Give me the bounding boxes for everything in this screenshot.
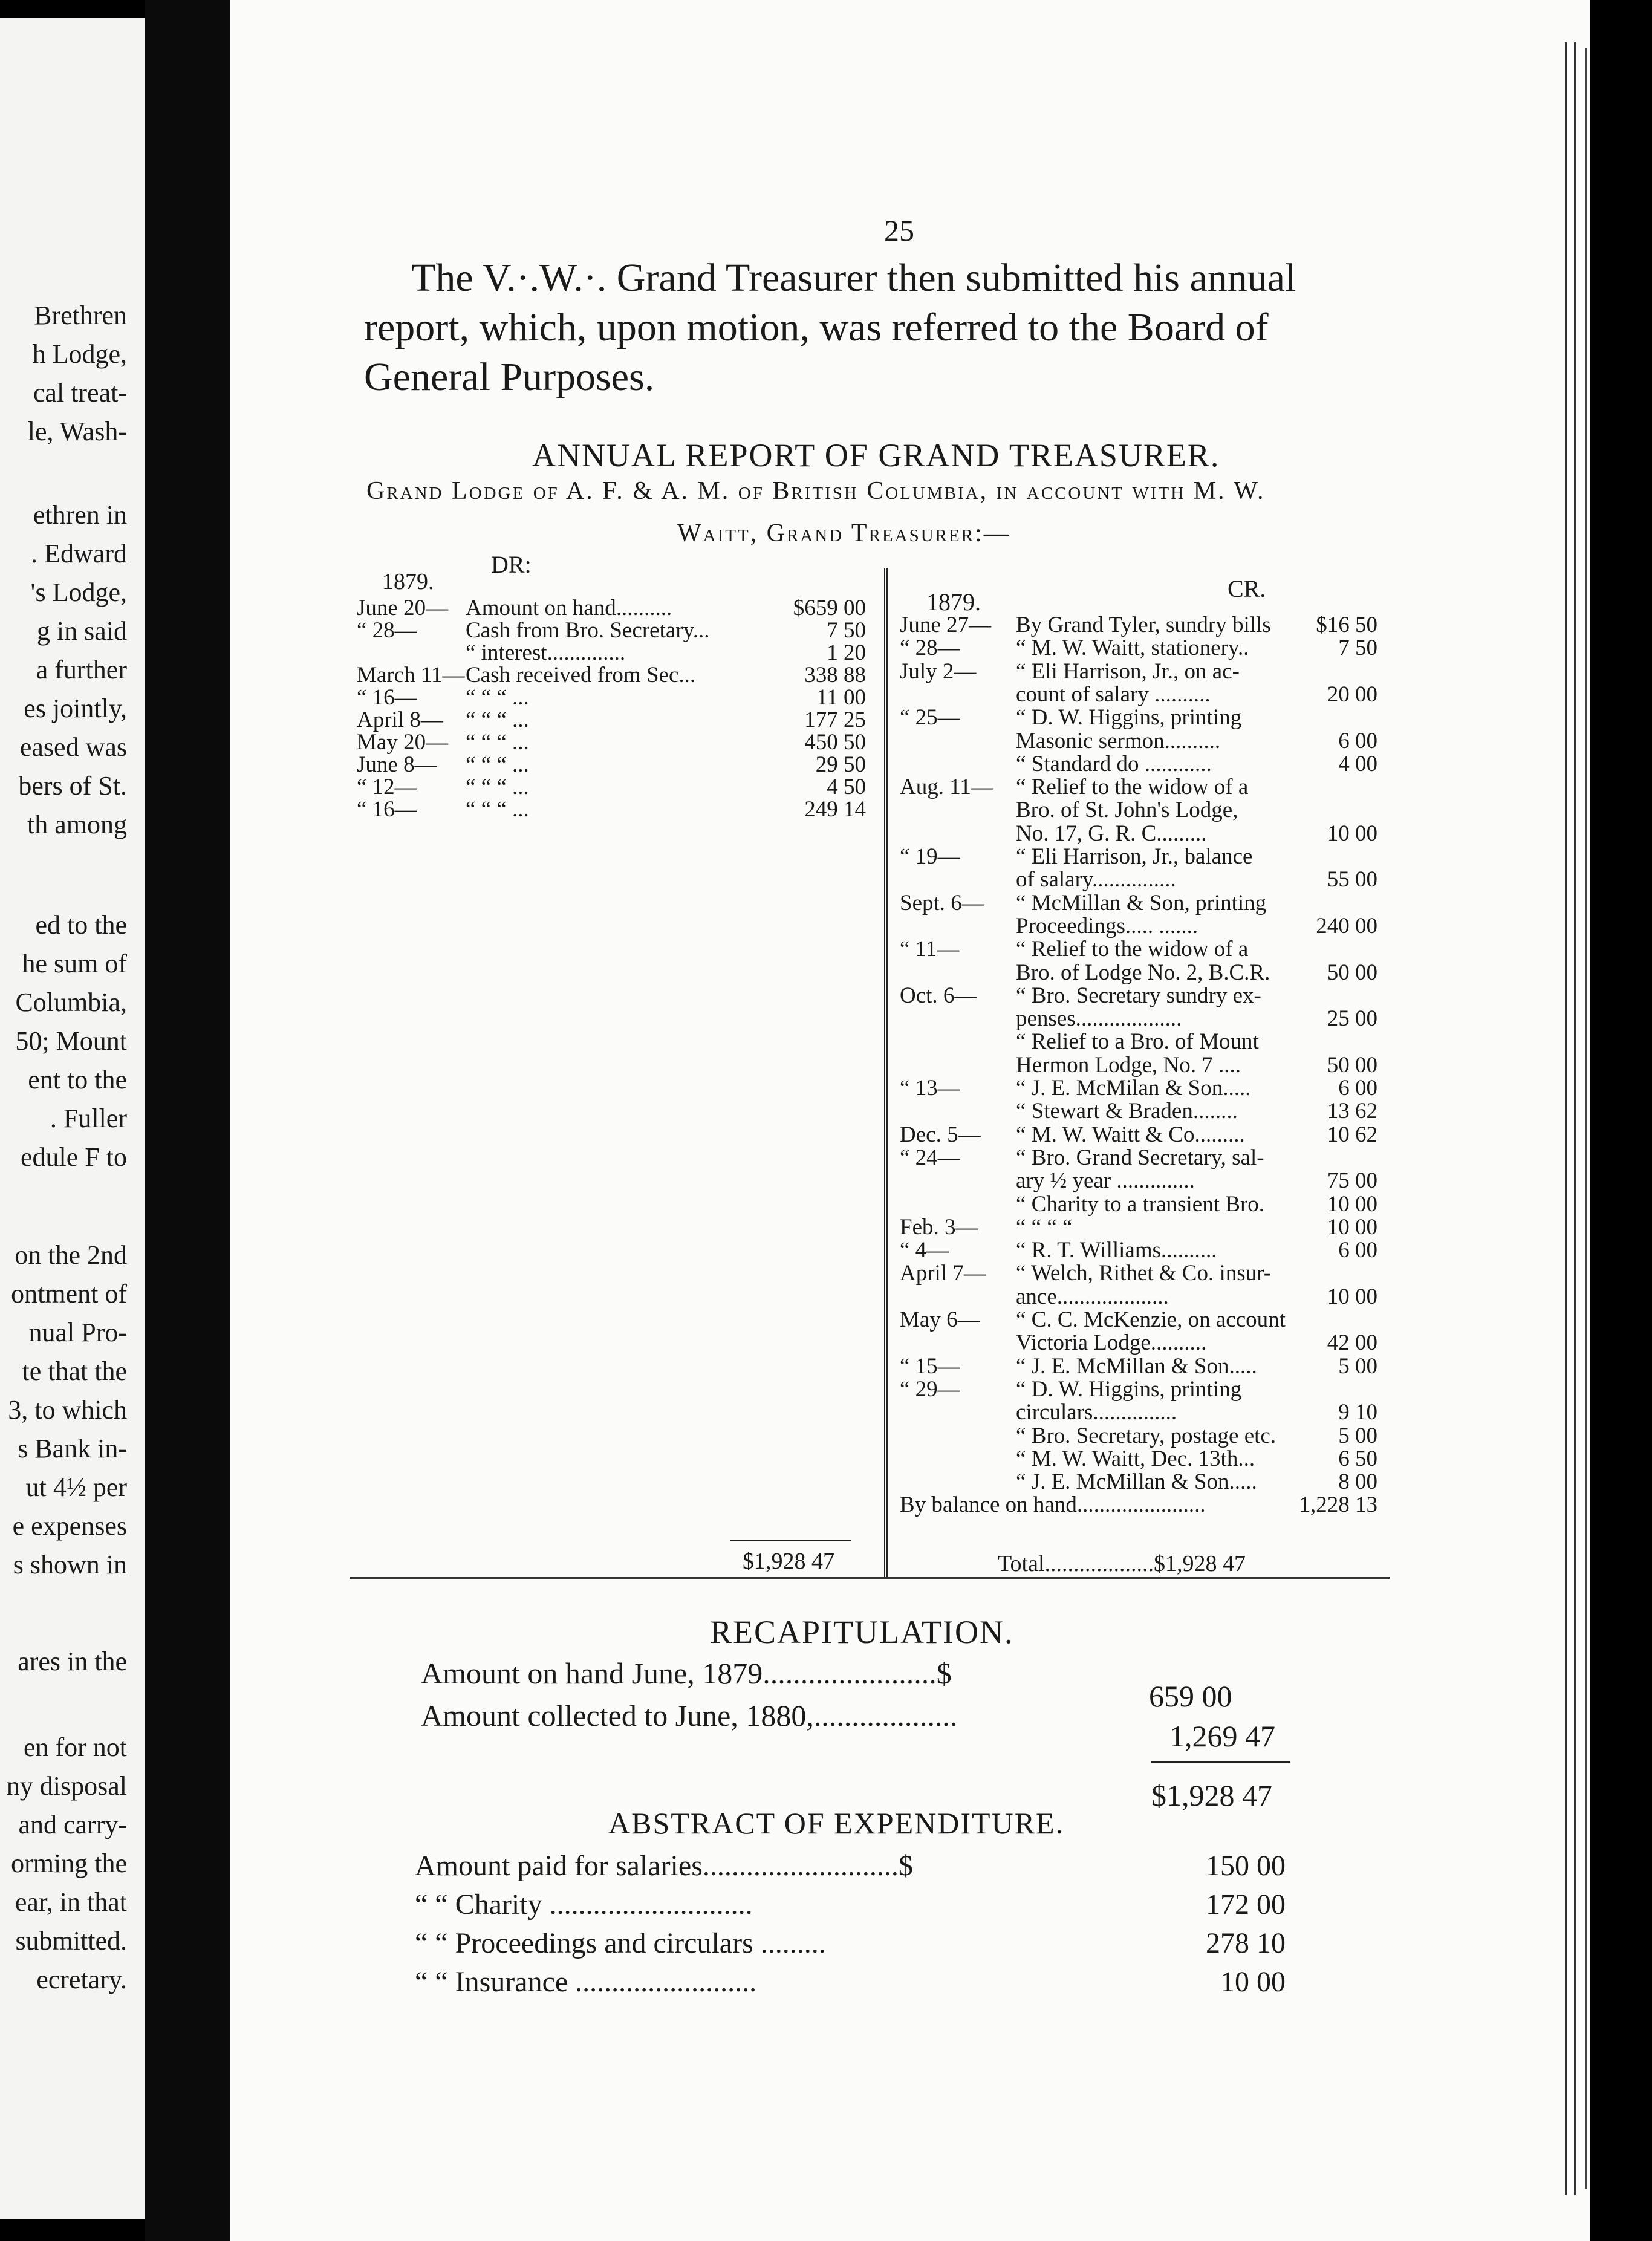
credit-description: “ Welch, Rithet & Co. insur- bbox=[1016, 1261, 1272, 1286]
debit-date: March 11— bbox=[357, 663, 465, 688]
credit-row bbox=[900, 1052, 1377, 1078]
debit-row bbox=[357, 799, 866, 821]
debit-date: “ 16— bbox=[357, 797, 417, 822]
credit-description: “ J. E. McMillan & Son..... bbox=[1016, 1353, 1257, 1379]
abstract-amount: 172 00 bbox=[1206, 1888, 1286, 1921]
credit-row bbox=[900, 1448, 1377, 1470]
credit-description: No. 17, G. R. C......... bbox=[1016, 821, 1207, 846]
credit-description: Bro. of St. John's Lodge, bbox=[1016, 798, 1238, 823]
credit-description: Bro. of Lodge No. 2, B.C.R. bbox=[1016, 960, 1270, 985]
credit-total: Total...................$1,928 47 bbox=[998, 1551, 1246, 1576]
credit-row bbox=[900, 1309, 1377, 1331]
credit-description: “ J. E. McMilan & Son..... bbox=[1016, 1076, 1251, 1101]
credit-description: “ Stewart & Braden........ bbox=[1016, 1099, 1238, 1124]
credit-date: “ 29— bbox=[900, 1376, 960, 1402]
credit-row bbox=[900, 913, 1377, 938]
abstract-row bbox=[415, 1849, 1286, 1885]
debit-row bbox=[357, 597, 866, 619]
debit-description: “ “ “ ... bbox=[466, 707, 529, 732]
credit-date: May 6— bbox=[900, 1307, 980, 1332]
credit-amount: 1,228 13 bbox=[1299, 1492, 1377, 1518]
credit-amount: 5 00 bbox=[1338, 1353, 1377, 1379]
credit-description: penses................... bbox=[1016, 1006, 1182, 1032]
report-subheading: Waitt, Grand Treasurer:— bbox=[677, 519, 1011, 547]
credit-row bbox=[900, 637, 1377, 659]
left-page-line: cal treat- bbox=[33, 378, 127, 408]
abstract-heading: ABSTRACT OF EXPENDITURE. bbox=[608, 1806, 1065, 1840]
credit-row bbox=[900, 1214, 1377, 1240]
credit-amount: 13 62 bbox=[1327, 1099, 1377, 1124]
credit-row bbox=[900, 938, 1377, 960]
credit-row bbox=[900, 1353, 1377, 1379]
ledger-bottom-rule bbox=[350, 1577, 1390, 1579]
left-page-line: te that the bbox=[22, 1356, 127, 1386]
credit-description: “ Eli Harrison, Jr., on ac- bbox=[1016, 659, 1240, 684]
credit-row bbox=[900, 1008, 1377, 1030]
abstract-label: “ “ Charity ............................ bbox=[415, 1888, 753, 1921]
debit-row bbox=[357, 642, 866, 664]
credit-date: “ 19— bbox=[900, 844, 960, 869]
credit-description: of salary............... bbox=[1016, 867, 1176, 893]
credit-row bbox=[900, 962, 1377, 984]
credit-date: Sept. 6— bbox=[900, 890, 984, 916]
debit-description: “ “ “ ... bbox=[466, 730, 529, 755]
credit-description: Masonic sermon.......... bbox=[1016, 728, 1221, 753]
left-page-line: . Fuller bbox=[50, 1104, 127, 1133]
debit-label: DR: bbox=[491, 551, 532, 578]
credit-row bbox=[900, 1263, 1377, 1284]
left-page-line: en for not bbox=[23, 1732, 127, 1762]
left-page-line: Columbia, bbox=[15, 987, 127, 1017]
abstract-amount: 278 10 bbox=[1206, 1927, 1286, 1959]
credit-amount: 55 00 bbox=[1327, 867, 1377, 893]
debit-description: “ “ “ ... bbox=[466, 797, 529, 822]
credit-description: “ M. W. Waitt, stationery.. bbox=[1016, 636, 1249, 661]
left-page-line: Brethren bbox=[34, 301, 127, 330]
left-page-line: s shown in bbox=[13, 1550, 127, 1579]
recap-line: Amount on hand June, 1879.......................$ bbox=[421, 1656, 952, 1690]
left-page-line: 's Lodge, bbox=[30, 577, 127, 607]
left-page-line: orming the bbox=[11, 1849, 127, 1878]
credit-row bbox=[900, 1101, 1377, 1122]
credit-row bbox=[900, 1425, 1377, 1447]
page-number: 25 bbox=[884, 213, 914, 247]
recap-amount: 1,269 47 bbox=[1169, 1719, 1275, 1753]
abstract-label: Amount paid for salaries...........................$ bbox=[415, 1850, 913, 1882]
debit-description: “ interest.............. bbox=[466, 640, 626, 665]
credit-amount: 7 50 bbox=[1338, 636, 1377, 661]
debit-amount: 249 14 bbox=[804, 797, 866, 822]
left-page-line: s Bank in- bbox=[18, 1434, 127, 1463]
credit-amount: 6 00 bbox=[1338, 1076, 1377, 1101]
credit-date: Aug. 11— bbox=[900, 775, 993, 800]
debit-amount: 450 50 bbox=[804, 730, 866, 755]
left-page-line: . Edward bbox=[31, 539, 127, 568]
credit-row bbox=[900, 1124, 1377, 1146]
credit-row bbox=[900, 869, 1377, 891]
credit-description: “ “ “ “ bbox=[1016, 1214, 1073, 1240]
credit-description: “ Relief to a Bro. of Mount bbox=[1016, 1029, 1259, 1055]
debit-date: April 8— bbox=[357, 707, 443, 732]
credit-amount: 6 00 bbox=[1338, 1238, 1377, 1263]
credit-amount: 4 00 bbox=[1338, 751, 1377, 776]
debit-row bbox=[357, 665, 866, 686]
credit-description: “ J. E. McMillan & Son..... bbox=[1016, 1469, 1257, 1495]
credit-amount: 5 00 bbox=[1338, 1423, 1377, 1448]
credit-date: “ 15— bbox=[900, 1353, 960, 1379]
credit-amount: 42 00 bbox=[1327, 1330, 1377, 1356]
credit-row bbox=[900, 730, 1377, 752]
intro-line: report, which, upon motion, was referred to the Board of bbox=[364, 305, 1269, 350]
credit-description: count of salary .......... bbox=[1016, 681, 1211, 707]
debit-description: “ “ “ ... bbox=[466, 685, 529, 710]
credit-date: “ 24— bbox=[900, 1145, 960, 1170]
left-facing-page bbox=[0, 18, 145, 2219]
credit-description: “ Charity to a transient Bro. bbox=[1016, 1191, 1265, 1217]
credit-row bbox=[900, 1240, 1377, 1261]
left-page-line: eased was bbox=[19, 732, 127, 762]
credit-description: ance.................... bbox=[1016, 1284, 1169, 1309]
credit-description: “ McMillan & Son, printing bbox=[1016, 890, 1267, 916]
left-page-line: es jointly, bbox=[24, 694, 127, 723]
debit-row bbox=[357, 687, 866, 709]
debit-date: “ 12— bbox=[357, 775, 417, 799]
credit-year: 1879. bbox=[926, 588, 981, 616]
credit-amount: 10 62 bbox=[1327, 1122, 1377, 1147]
debit-date: May 20— bbox=[357, 730, 449, 755]
report-subheading: Grand Lodge of A. F. & A. M. of British Columbia, in account with M. W. bbox=[366, 477, 1266, 505]
recap-rule bbox=[1151, 1761, 1290, 1763]
left-page-line: 3, to which bbox=[8, 1395, 127, 1425]
credit-row bbox=[900, 1376, 1377, 1402]
credit-description: Hermon Lodge, No. 7 .... bbox=[1016, 1052, 1241, 1078]
credit-row bbox=[900, 1170, 1377, 1192]
credit-amount: 10 00 bbox=[1327, 1284, 1377, 1309]
credit-date: June 27— bbox=[900, 613, 992, 637]
report-heading: ANNUAL REPORT OF GRAND TREASURER. bbox=[532, 437, 1220, 473]
credit-date: “ 13— bbox=[900, 1076, 960, 1101]
page-edge bbox=[1579, 48, 1587, 2189]
credit-row bbox=[900, 823, 1377, 845]
credit-amount: $16 50 bbox=[1316, 613, 1377, 637]
debit-amount: 177 25 bbox=[804, 707, 866, 732]
credit-description: ary ½ year .............. bbox=[1016, 1168, 1195, 1194]
credit-description: “ M. W. Waitt, Dec. 13th... bbox=[1016, 1446, 1255, 1471]
left-page-line: h Lodge, bbox=[32, 339, 127, 369]
credit-date: Dec. 5— bbox=[900, 1122, 981, 1147]
debit-row bbox=[357, 620, 866, 642]
credit-row bbox=[900, 799, 1377, 821]
credit-amount: 6 50 bbox=[1338, 1446, 1377, 1471]
credit-row bbox=[900, 890, 1377, 916]
debit-description: Amount on hand.......... bbox=[466, 596, 672, 620]
credit-amount: 10 00 bbox=[1327, 821, 1377, 846]
abstract-label: “ “ Proceedings and circulars ......... bbox=[415, 1927, 826, 1959]
credit-row bbox=[900, 681, 1377, 707]
left-page-line: g in said bbox=[36, 616, 127, 646]
credit-date: Feb. 3— bbox=[900, 1214, 978, 1240]
credit-description: “ Bro. Grand Secretary, sal- bbox=[1016, 1145, 1264, 1170]
credit-row bbox=[900, 753, 1377, 775]
credit-description: “ Relief to the widow of a bbox=[1016, 937, 1249, 962]
credit-description: “ Bro. Secretary sundry ex- bbox=[1016, 983, 1261, 1008]
credit-date: Oct. 6— bbox=[900, 983, 977, 1008]
debit-amount: 29 50 bbox=[815, 752, 866, 777]
debit-row bbox=[357, 754, 866, 776]
left-page-line: and carry- bbox=[18, 1810, 127, 1839]
credit-date: “ 4— bbox=[900, 1238, 949, 1263]
credit-row bbox=[900, 1286, 1377, 1308]
debit-date: June 8— bbox=[357, 752, 437, 777]
debit-amount: 1 20 bbox=[827, 640, 866, 665]
credit-amount: 240 00 bbox=[1316, 913, 1377, 938]
left-page-line: 50; Mount bbox=[15, 1026, 127, 1056]
credit-description: “ Bro. Secretary, postage etc. bbox=[1016, 1423, 1276, 1448]
credit-amount: 25 00 bbox=[1327, 1006, 1377, 1032]
credit-row bbox=[900, 846, 1377, 868]
left-page-line: ecretary. bbox=[36, 1965, 127, 1994]
debit-amount: $659 00 bbox=[793, 596, 866, 620]
credit-date: July 2— bbox=[900, 659, 977, 684]
debit-description: “ “ “ ... bbox=[466, 775, 529, 799]
left-page-line: ent to the bbox=[28, 1065, 127, 1094]
left-page-line: ear, in that bbox=[15, 1887, 127, 1917]
credit-description: “ Eli Harrison, Jr., balance bbox=[1016, 844, 1253, 869]
debit-row bbox=[357, 732, 866, 753]
credit-row bbox=[900, 1147, 1377, 1169]
abstract-amount: 10 00 bbox=[1220, 1966, 1286, 1998]
credit-description: Proceedings..... ....... bbox=[1016, 913, 1198, 938]
credit-row bbox=[900, 614, 1377, 636]
abstract-row bbox=[415, 1965, 1286, 2002]
credit-row bbox=[900, 1471, 1377, 1493]
credit-amount: 75 00 bbox=[1327, 1168, 1377, 1194]
credit-amount: 50 00 bbox=[1327, 960, 1377, 985]
credit-row bbox=[900, 707, 1377, 729]
credit-row bbox=[900, 1332, 1377, 1354]
abstract-amount: 150 00 bbox=[1206, 1850, 1286, 1882]
debit-amount: 338 88 bbox=[804, 663, 866, 688]
left-page-line: le, Wash- bbox=[27, 417, 127, 446]
credit-description: By Grand Tyler, sundry bills bbox=[1016, 613, 1271, 637]
left-page-line: ut 4½ per bbox=[25, 1472, 127, 1502]
credit-row bbox=[900, 661, 1377, 683]
credit-amount: 6 00 bbox=[1338, 728, 1377, 753]
book-gutter bbox=[145, 0, 230, 2241]
credit-date: “ 28— bbox=[900, 636, 960, 661]
credit-row bbox=[900, 1494, 1377, 1516]
abstract-label: “ “ Insurance ......................... bbox=[415, 1966, 757, 1998]
credit-row bbox=[900, 1078, 1377, 1099]
debit-amount: 7 50 bbox=[827, 618, 866, 643]
credit-description: Victoria Lodge.......... bbox=[1016, 1330, 1207, 1356]
debit-description: “ “ “ ... bbox=[466, 752, 529, 777]
left-page-line: th among bbox=[27, 810, 127, 839]
debit-year: 1879. bbox=[382, 569, 434, 594]
left-page-line: e expenses bbox=[12, 1511, 127, 1541]
recap-line: Amount collected to June, 1880,................... bbox=[421, 1699, 958, 1732]
credit-row bbox=[900, 1031, 1377, 1053]
ledger-divider bbox=[884, 568, 888, 1578]
credit-amount: 20 00 bbox=[1327, 681, 1377, 707]
debit-total: $1,928 47 bbox=[743, 1549, 834, 1574]
debit-description: Cash received from Sec... bbox=[466, 663, 696, 688]
credit-amount: 10 00 bbox=[1327, 1214, 1377, 1240]
credit-description: “ D. W. Higgins, printing bbox=[1016, 1376, 1242, 1402]
debit-date: “ 28— bbox=[357, 618, 417, 643]
credit-amount: 8 00 bbox=[1338, 1469, 1377, 1495]
credit-description: “ M. W. Waitt & Co......... bbox=[1016, 1122, 1245, 1147]
left-page-line: submitted. bbox=[15, 1926, 127, 1956]
credit-label: CR. bbox=[1228, 575, 1266, 602]
credit-amount: 10 00 bbox=[1327, 1191, 1377, 1217]
page-edge bbox=[1565, 42, 1576, 2195]
recapitulation-heading: RECAPITULATION. bbox=[710, 1614, 1014, 1650]
credit-amount: 9 10 bbox=[1338, 1400, 1377, 1425]
left-page-line: ares in the bbox=[18, 1647, 127, 1676]
left-page-line: on the 2nd bbox=[15, 1240, 127, 1270]
intro-line: General Purposes. bbox=[364, 355, 655, 399]
credit-date: “ 25— bbox=[900, 705, 960, 730]
abstract-row bbox=[415, 1888, 1286, 1924]
credit-date: April 7— bbox=[900, 1261, 986, 1286]
recap-amount: 659 00 bbox=[1149, 1679, 1232, 1713]
credit-row bbox=[900, 776, 1377, 798]
debit-date: “ 16— bbox=[357, 685, 417, 710]
credit-row bbox=[900, 985, 1377, 1007]
left-page-line: bers of St. bbox=[18, 771, 127, 801]
left-page-line: ed to the bbox=[35, 910, 127, 940]
credit-description: “ Relief to the widow of a bbox=[1016, 775, 1249, 800]
left-page-line: a further bbox=[36, 655, 127, 685]
debit-amount: 11 00 bbox=[816, 685, 866, 710]
left-page-line: ontment of bbox=[11, 1279, 127, 1309]
credit-date: By balance on hand....................... bbox=[900, 1492, 1206, 1518]
background bbox=[1590, 0, 1652, 2241]
credit-description: “ D. W. Higgins, printing bbox=[1016, 705, 1242, 730]
debit-amount: 4 50 bbox=[827, 775, 866, 799]
abstract-row bbox=[415, 1927, 1286, 1963]
credit-description: “ Standard do ............ bbox=[1016, 751, 1212, 776]
debit-description: Cash from Bro. Secretary... bbox=[466, 618, 710, 643]
credit-row bbox=[900, 1191, 1377, 1217]
left-page-line: ethren in bbox=[33, 500, 127, 530]
left-page-line: edule F to bbox=[21, 1142, 127, 1172]
left-page-line: he sum of bbox=[22, 949, 127, 978]
credit-description: “ R. T. Williams.......... bbox=[1016, 1238, 1217, 1263]
debit-row bbox=[357, 776, 866, 798]
credit-description: circulars............... bbox=[1016, 1400, 1177, 1425]
credit-row bbox=[900, 1402, 1377, 1423]
recap-total: $1,928 47 bbox=[1151, 1778, 1272, 1812]
debit-date: June 20— bbox=[357, 596, 449, 620]
credit-description: “ C. C. McKenzie, on account bbox=[1016, 1307, 1286, 1332]
left-page-line: ny disposal bbox=[6, 1771, 127, 1801]
debit-row bbox=[357, 709, 866, 731]
left-page-line: nual Pro- bbox=[28, 1318, 127, 1347]
intro-line: The V.·.W.·. Grand Treasurer then submitted his annual bbox=[411, 256, 1296, 300]
credit-amount: 50 00 bbox=[1327, 1052, 1377, 1078]
credit-date: “ 11— bbox=[900, 937, 960, 962]
total-rule bbox=[730, 1540, 851, 1541]
